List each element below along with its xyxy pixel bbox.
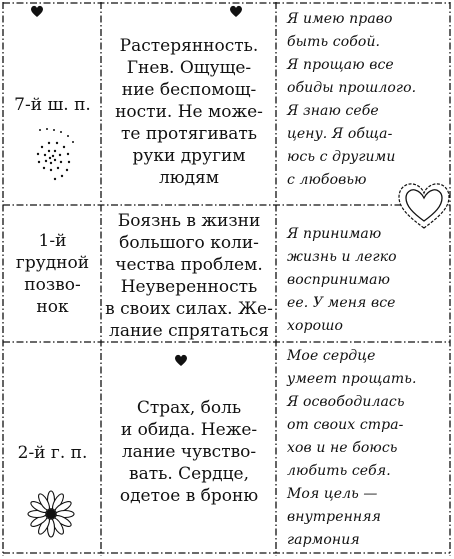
heart-icon	[229, 4, 243, 18]
row-2-label: 1-й грудной позво- нок	[15, 231, 90, 317]
row-3-label: 2-й г. п.	[17, 443, 88, 463]
spiral-icon	[20, 124, 80, 190]
row-3-problem: Страх, боль и обида. Неже- лание чувство- вать. Сердце, одетое в броню	[119, 398, 259, 506]
row-1-label: 7-й ш. п.	[14, 95, 91, 115]
row-2-problem: Боязнь в жизни большого коли- чества проблем. Неуверенность в своих силах. Же- лание спрятаться	[105, 211, 273, 341]
heart-icon	[174, 353, 188, 367]
row-2-affirmation: Я принимаю жизнь и легко воспринимаю ее. У меня все хорошо	[287, 226, 397, 334]
heart-icon	[30, 4, 44, 18]
row-3-affirmation: Мое сердце умеет прощать. Я освободилась от своих стра- хов и не боюсь любить себя. Моя цель — внутренняя гармония	[287, 348, 417, 548]
row-1-affirmation: Я имею право быть собой. Я прощаю все обиды прошлого. Я знаю себе цену. Я обща- юсь с другими с любовью	[287, 11, 417, 188]
daisy-icon	[25, 488, 77, 540]
row-1-problem: Растерянность. Гнев. Ощуще- ние беспомощ- ности. Не може- те протягивать руки другим людям	[115, 36, 263, 188]
